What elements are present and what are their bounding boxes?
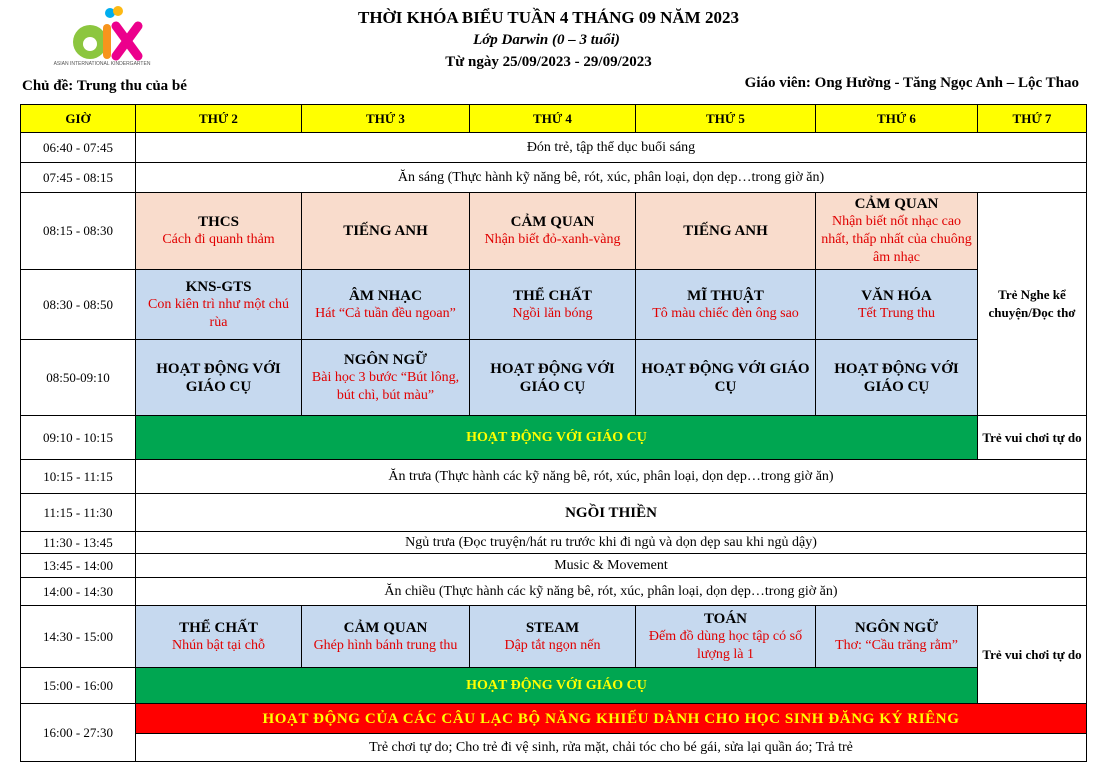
lesson-desc: Nhận biết đỏ-xanh-vàng — [484, 232, 621, 247]
topic-label: Chủ đề: Trung thu của bé — [22, 78, 187, 94]
time-cell: 14:00 - 14:30 — [21, 578, 136, 606]
lesson-title: TIẾNG ANH — [343, 223, 428, 239]
time-cell: 16:00 - 27:30 — [21, 704, 136, 762]
lesson-cell — [136, 606, 302, 668]
lesson-title: ÂM NHẠC — [349, 287, 422, 304]
col-time: GIỜ — [21, 105, 136, 133]
lesson-cell — [816, 606, 978, 668]
lesson-desc: Nhún bật tại chỗ — [172, 637, 265, 653]
class-line: Lớp Darwin (0 – 3 tuổi) — [473, 32, 620, 48]
lesson-title: THỂ CHẤT — [513, 287, 592, 304]
lesson-desc: Cách đi quanh thảm — [162, 232, 275, 247]
lesson-cell — [816, 193, 978, 270]
lesson-cell — [470, 606, 636, 668]
lesson-title: CẢM QUAN — [854, 196, 939, 212]
lesson-cell — [636, 340, 816, 416]
table-row — [21, 193, 1087, 270]
lesson-cell — [816, 340, 978, 416]
lesson-title: THCS — [198, 214, 239, 230]
table-row — [21, 494, 1087, 532]
lesson-cell — [636, 270, 816, 340]
time-cell: 08:30 - 08:50 — [21, 270, 136, 340]
activity-cell: Ăn sáng (Thực hành kỹ năng bê, rót, xúc, phân loại, dọn dẹp…trong giờ ăn) — [136, 163, 1087, 193]
page-title: THỜI KHÓA BIỂU TUẦN 4 THÁNG 09 NĂM 2023 — [358, 8, 739, 27]
saturday-cell: Trẻ Nghe kể chuyện/Đọc thơ — [978, 193, 1087, 416]
lesson-title: TOÁN — [703, 610, 748, 627]
col-thu: THỨ 5 — [636, 105, 816, 133]
time-cell: 07:45 - 08:15 — [21, 163, 136, 193]
lesson-cell — [470, 340, 636, 416]
logo-subtext: ASIAN INTERNATIONAL KINDERGARTEN — [53, 61, 151, 66]
activity-cell: NGỒI THIỀN — [136, 494, 1087, 532]
time-cell: 11:15 - 11:30 — [21, 494, 136, 532]
table-row — [21, 578, 1087, 606]
time-cell: 13:45 - 14:00 — [21, 554, 136, 578]
lesson-desc: Ghép hình bánh trung thu — [313, 637, 458, 653]
lesson-cell — [302, 270, 470, 340]
lesson-title: STEAM — [525, 619, 580, 636]
col-sat: THỨ 7 — [978, 105, 1087, 133]
table-row — [21, 416, 1087, 460]
lesson-title: THỂ CHẤT — [179, 619, 258, 636]
time-cell: 09:10 - 10:15 — [21, 416, 136, 460]
lesson-title: CẢM QUAN — [510, 214, 595, 230]
table-row — [21, 532, 1087, 554]
col-mon: THỨ 2 — [136, 105, 302, 133]
time-cell: 10:15 - 11:15 — [21, 460, 136, 494]
col-tue: THỨ 3 — [302, 105, 470, 133]
date-range: Từ ngày 25/09/2023 - 29/09/2023 — [445, 54, 652, 70]
table-row — [21, 460, 1087, 494]
time-cell: 06:40 - 07:45 — [21, 133, 136, 163]
lesson-title: VĂN HÓA — [861, 287, 932, 304]
lesson-title: HOẠT ĐỘNG VỚI GIÁO CỤ — [834, 360, 959, 395]
activity-cell: Ăn chiều (Thực hành các kỹ năng bê, rót, xúc, phân loại, dọn dẹp…trong giờ ăn) — [136, 578, 1087, 606]
lesson-cell — [136, 193, 302, 270]
timetable — [20, 104, 1087, 762]
saturday-cell: Trẻ vui chơi tự do — [978, 606, 1087, 704]
lesson-cell — [302, 606, 470, 668]
col-wed: THỨ 4 — [470, 105, 636, 133]
table-row — [21, 704, 1087, 734]
activity-cell: Đón trẻ, tập thể dục buổi sáng — [136, 133, 1087, 163]
lesson-cell — [470, 193, 636, 270]
activity-cell: Music & Movement — [136, 554, 1087, 578]
club-bar: HOẠT ĐỘNG CỦA CÁC CÂU LẠC BỘ NĂNG KHIẾU DÀNH CHO HỌC SINH ĐĂNG KÝ RIÊNG — [136, 704, 1087, 734]
table-row — [21, 133, 1087, 163]
lesson-title: MĨ THUẬT — [687, 287, 764, 304]
time-cell: 08:15 - 08:30 — [21, 193, 136, 270]
lesson-cell — [136, 340, 302, 416]
activity-cell: Ăn trưa (Thực hành các kỹ năng bê, rót, xúc, phân loại, dọn dẹp…trong giờ ăn) — [136, 460, 1087, 494]
lesson-desc: Ngồi lăn bóng — [512, 305, 593, 321]
lesson-cell — [302, 340, 470, 416]
lesson-cell — [636, 193, 816, 270]
time-cell: 14:30 - 15:00 — [21, 606, 136, 668]
lesson-title: NGÔN NGỮ — [343, 351, 428, 368]
lesson-cell — [302, 193, 470, 270]
lesson-title: KNS-GTS — [185, 278, 252, 295]
lesson-desc: Con kiên trì như một chú rùa — [148, 296, 289, 330]
table-row — [21, 270, 1087, 340]
table-row — [21, 734, 1087, 762]
col-fri: THỨ 6 — [816, 105, 978, 133]
lesson-cell — [136, 270, 302, 340]
lesson-desc: Nhận biết nốt nhạc cao nhất, thấp nhất của chuông âm nhạc — [821, 214, 972, 265]
activity-cell: Ngủ trưa (Đọc truyện/hát ru trước khi đi ngủ và dọn dẹp sau khi ngủ dậy) — [136, 532, 1087, 554]
table-row — [21, 606, 1087, 668]
table-row — [21, 554, 1087, 578]
table-row — [21, 340, 1087, 416]
lesson-title: CẢM QUAN — [343, 619, 428, 636]
lesson-title: HOẠT ĐỘNG VỚI GIÁO CỤ — [156, 360, 281, 395]
activity-bar: HOẠT ĐỘNG VỚI GIÁO CỤ — [136, 668, 978, 704]
lesson-title: HOẠT ĐỘNG VỚI GIÁO CỤ — [641, 360, 810, 395]
lesson-cell — [470, 270, 636, 340]
lesson-desc: Hát “Cả tuần đều ngoan” — [315, 305, 456, 321]
lesson-desc: Tô màu chiếc đèn ông sao — [652, 305, 799, 321]
lesson-cell — [816, 270, 978, 340]
lesson-desc: Bài học 3 bước “Bút lông, bút chì, bút màu” — [311, 369, 460, 403]
lesson-title: TIẾNG ANH — [683, 223, 768, 239]
lesson-cell — [636, 606, 816, 668]
lesson-desc: Dập tắt ngọn nến — [504, 637, 601, 653]
activity-cell: Trẻ chơi tự do; Cho trẻ đi vệ sinh, rửa mặt, chải tóc cho bé gái, sửa lại quần áo; Trả trẻ — [136, 734, 1087, 762]
teachers-label: Giáo viên: Ong Hường - Tăng Ngọc Anh – Lộc Thao — [744, 75, 1079, 91]
lesson-title: HOẠT ĐỘNG VỚI GIÁO CỤ — [490, 360, 615, 395]
lesson-title: NGÔN NGỮ — [854, 619, 939, 636]
table-row — [21, 163, 1087, 193]
time-cell: 08:50-09:10 — [21, 340, 136, 416]
header-row — [21, 105, 1087, 133]
activity-bar: HOẠT ĐỘNG VỚI GIÁO CỤ — [136, 416, 978, 460]
lesson-desc: Đếm đồ dùng học tập có số lượng là 1 — [648, 628, 803, 662]
table-row — [21, 668, 1087, 704]
lesson-desc: Tết Trung thu — [857, 305, 935, 321]
time-cell: 15:00 - 16:00 — [21, 668, 136, 704]
time-cell: 11:30 - 13:45 — [21, 532, 136, 554]
lesson-desc: Thơ: “Cầu trăng rằm” — [835, 637, 958, 653]
saturday-cell: Trẻ vui chơi tự do — [978, 416, 1087, 460]
